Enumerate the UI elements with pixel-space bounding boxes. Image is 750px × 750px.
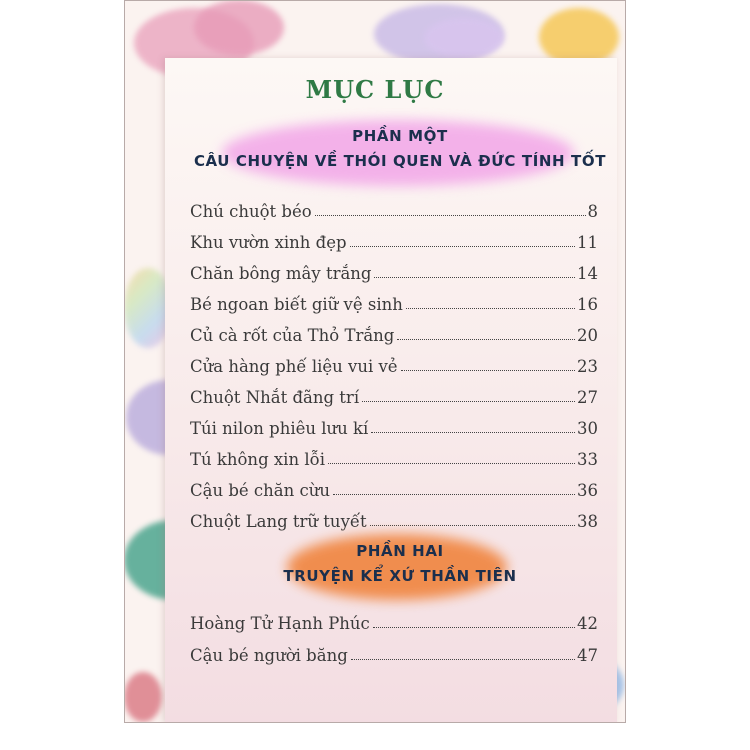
dot-leader — [333, 494, 575, 495]
toc-entry — [190, 224, 598, 252]
toc-entry — [190, 255, 598, 283]
entry-page: 33 — [577, 450, 598, 469]
entry-title: Chăn bông mây trắng — [190, 264, 372, 283]
entry-title: Chú chuột béo — [190, 202, 312, 221]
dot-leader — [350, 246, 575, 247]
pink-cloud-decoration — [194, 0, 284, 55]
page-title: MỤC LỤC — [305, 75, 445, 104]
toc-entry — [190, 286, 598, 314]
toc-entry — [190, 348, 598, 376]
entry-page: 20 — [577, 326, 598, 345]
dot-leader — [397, 339, 575, 340]
entry-title: Cậu bé người băng — [190, 646, 348, 665]
entry-title: Củ cà rốt của Thỏ Trắng — [190, 326, 395, 345]
entry-title: Chuột Nhắt đãng trí — [190, 388, 360, 407]
part-one-heading — [180, 124, 620, 174]
dot-leader — [371, 432, 575, 433]
entry-page: 14 — [577, 264, 598, 283]
toc-entry — [190, 605, 598, 633]
toc-entry — [190, 193, 598, 221]
entry-page: 8 — [587, 202, 598, 221]
entry-page: 42 — [577, 614, 598, 633]
part-one-subtitle: CÂU CHUYỆN VỀ THÓI QUEN VÀ ĐỨC TÍNH TỐT — [193, 152, 607, 170]
part-two-heading — [180, 539, 620, 589]
dot-leader — [328, 463, 575, 464]
part-two-subtitle: TRUYỆN KỂ XỨ THẦN TIÊN — [283, 567, 517, 585]
entry-page: 36 — [577, 481, 598, 500]
red-cloud-decoration — [124, 672, 162, 722]
toc-entry — [190, 441, 598, 469]
dot-leader — [362, 401, 575, 402]
entry-title: Chuột Lang trữ tuyết — [190, 512, 367, 531]
dot-leader — [351, 659, 575, 660]
entry-title: Cậu bé chăn cừu — [190, 481, 330, 500]
toc-entry — [190, 317, 598, 345]
dot-leader — [374, 277, 575, 278]
dot-leader — [315, 215, 586, 216]
toc-entry — [190, 503, 598, 531]
entry-title: Túi nilon phiêu lưu kí — [190, 419, 369, 438]
entry-page: 47 — [577, 646, 598, 665]
entry-title: Cửa hàng phế liệu vui vẻ — [190, 357, 398, 376]
part-two-label: PHẦN HAI — [356, 542, 444, 560]
toc-entry — [190, 379, 598, 407]
toc-entry — [190, 472, 598, 500]
part-one-label: PHẦN MỘT — [352, 127, 448, 145]
lavender-cloud-decoration — [424, 18, 504, 58]
toc-entry — [190, 637, 598, 665]
entry-title: Tú không xin lỗi — [190, 450, 325, 469]
entry-page: 38 — [577, 512, 598, 531]
entry-page: 30 — [577, 419, 598, 438]
toc-entry — [190, 410, 598, 438]
dot-leader — [370, 525, 575, 526]
entry-page: 27 — [577, 388, 598, 407]
entry-title: Hoàng Tử Hạnh Phúc — [190, 614, 370, 633]
entry-page: 23 — [577, 357, 598, 376]
entry-page: 11 — [577, 233, 598, 252]
dot-leader — [406, 308, 575, 309]
entry-title: Khu vườn xinh đẹp — [190, 233, 347, 252]
dot-leader — [373, 627, 575, 628]
entry-page: 16 — [577, 295, 598, 314]
dot-leader — [401, 370, 575, 371]
entry-title: Bé ngoan biết giữ vệ sinh — [190, 295, 403, 314]
